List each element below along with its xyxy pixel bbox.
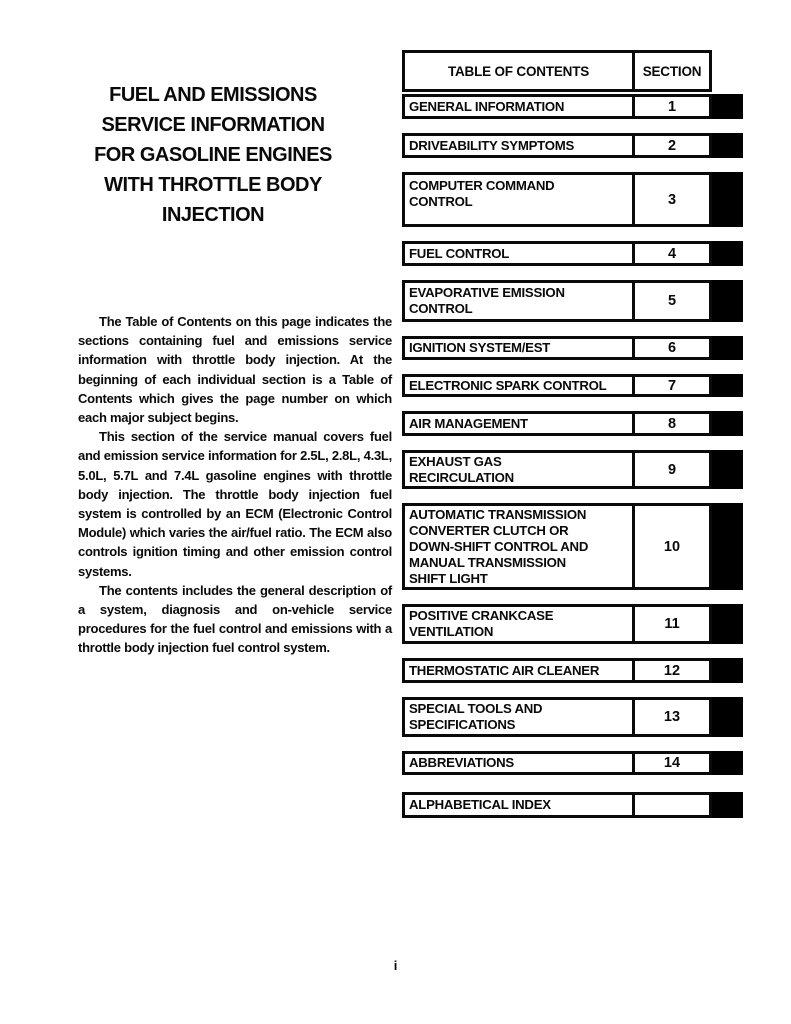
toc-row-section-number: 7 bbox=[667, 377, 677, 394]
toc-row-section-number: 9 bbox=[667, 461, 677, 478]
toc-row bbox=[402, 374, 743, 397]
toc-row bbox=[402, 133, 743, 158]
toc-row-box bbox=[402, 450, 712, 489]
toc-row-title bbox=[405, 754, 635, 772]
toc-row-title-line: THERMOSTATIC AIR CLEANER bbox=[409, 662, 600, 678]
toc-row-box bbox=[402, 604, 712, 644]
section-index-tab bbox=[712, 336, 743, 360]
page-title-line: SERVICE INFORMATION bbox=[101, 114, 325, 136]
toc-row-box bbox=[402, 94, 712, 119]
toc-row-title-line: ALPHABETICAL INDEX bbox=[409, 797, 551, 812]
toc-row bbox=[402, 751, 743, 775]
toc-row-section-number: 14 bbox=[663, 755, 681, 771]
section-index-tab bbox=[712, 241, 743, 266]
toc-row-section-number: 10 bbox=[663, 538, 681, 555]
toc-header-section: SECTION bbox=[642, 63, 702, 79]
toc-row-title-line: COMPUTER COMMAND bbox=[409, 178, 555, 193]
toc-row-title-line: DOWN-SHIFT CONTROL AND bbox=[409, 538, 589, 554]
section-index-tab bbox=[712, 503, 743, 590]
toc-row-title-line: CONTROL bbox=[409, 194, 473, 209]
toc-row bbox=[402, 172, 743, 227]
section-index-tab bbox=[712, 133, 743, 158]
toc-row-title bbox=[405, 136, 635, 155]
toc-row-title-line: MANUAL TRANSMISSION bbox=[409, 554, 566, 570]
toc-row-title bbox=[405, 453, 635, 486]
toc-row-title bbox=[405, 175, 635, 224]
toc-row-section-number: 6 bbox=[667, 340, 677, 356]
toc-row bbox=[402, 336, 743, 360]
toc-row-title bbox=[405, 244, 635, 263]
toc-row bbox=[402, 241, 743, 266]
toc-row bbox=[402, 503, 743, 590]
toc-row-title-line: FUEL CONTROL bbox=[409, 245, 510, 261]
toc-row-box bbox=[402, 336, 712, 360]
section-index-tab bbox=[712, 604, 743, 644]
toc-row-box bbox=[402, 411, 712, 436]
toc-row-title bbox=[405, 607, 635, 641]
section-index-tab bbox=[712, 792, 743, 818]
page-title bbox=[52, 80, 374, 230]
section-index-tab bbox=[712, 697, 743, 737]
toc-row bbox=[402, 450, 743, 489]
toc-row-section-number: 1 bbox=[667, 98, 677, 115]
intro-paragraph: This section of the service manual covers fuel and emission service information for 2.5L, 2.8L, 4.3L, 5.0L, 5.7L and 7.4L gasoline engines with throttle body injection. The throttle body injection fuel system is controlled by an ECM (Electronic Control Module) which varies the air/fuel ratio. The ECM also controls ignition timing and other emission control systems. bbox=[78, 429, 392, 579]
section-index-tab bbox=[712, 172, 743, 227]
toc-row-title-line: IGNITION SYSTEM/EST bbox=[409, 340, 551, 355]
toc-row-section-number: 11 bbox=[664, 616, 680, 632]
page-title-line: FUEL AND EMISSIONS bbox=[109, 84, 317, 106]
section-index-tab bbox=[712, 658, 743, 683]
toc-row-title-line: SHIFT LIGHT bbox=[409, 570, 488, 586]
toc-row-title bbox=[405, 700, 635, 734]
toc-row-title-line: SPECIFICATIONS bbox=[409, 717, 516, 732]
toc-row-title bbox=[405, 97, 635, 116]
toc-row-box bbox=[402, 374, 712, 397]
page-number: i bbox=[393, 958, 398, 973]
toc-row-section-number: 12 bbox=[663, 662, 681, 679]
toc-row bbox=[402, 604, 743, 644]
toc-row-section-number: 3 bbox=[667, 191, 677, 208]
section-index-tab bbox=[712, 411, 743, 436]
toc-row-box bbox=[402, 280, 712, 322]
toc-row-title-line: EVAPORATIVE EMISSION bbox=[409, 285, 565, 300]
intro-paragraph: The Table of Contents on this page indicates the sections containing fuel and emissions service information with throttle body injection. At the beginning of each individual section is a Table of Contents which gives the page number on which each major subject begins. bbox=[78, 314, 392, 426]
toc-row-title-line: GENERAL INFORMATION bbox=[409, 98, 565, 114]
intro-paragraphs bbox=[78, 312, 392, 658]
toc-row-title-line: ELECTRONIC SPARK CONTROL bbox=[409, 377, 607, 393]
toc-row-box bbox=[402, 172, 712, 227]
toc-row-section-number: 2 bbox=[667, 137, 677, 154]
toc-row-title-line: EXHAUST GAS bbox=[409, 453, 502, 469]
page-title-line: WITH THROTTLE BODY bbox=[104, 174, 322, 196]
toc-row-section-number: 13 bbox=[663, 709, 681, 725]
toc-row-box bbox=[402, 503, 712, 590]
toc-row-title bbox=[405, 377, 635, 394]
toc-row bbox=[402, 792, 743, 818]
toc-row-section-number: 8 bbox=[667, 415, 677, 432]
toc-row-title-line: CONVERTER CLUTCH OR bbox=[409, 522, 569, 538]
toc-row-box bbox=[402, 792, 712, 818]
toc-row bbox=[402, 280, 743, 322]
toc-row-title-line: AUTOMATIC TRANSMISSION bbox=[409, 506, 587, 522]
toc-row bbox=[402, 94, 743, 119]
toc-header-contents: TABLE OF CONTENTS bbox=[405, 53, 635, 89]
section-index-tab bbox=[712, 374, 743, 397]
toc-row-title-line: SPECIAL TOOLS AND bbox=[409, 701, 543, 716]
toc-row bbox=[402, 411, 743, 436]
section-index-tab bbox=[712, 751, 743, 775]
toc-row-title-line: CONTROL bbox=[409, 301, 473, 316]
toc-row-section-number: 4 bbox=[667, 245, 677, 262]
toc-row-title-line: RECIRCULATION bbox=[409, 469, 514, 485]
toc-row-title bbox=[405, 283, 635, 319]
toc-row-title bbox=[405, 339, 635, 357]
toc-row-title-line: AIR MANAGEMENT bbox=[409, 415, 528, 431]
toc-row-title bbox=[405, 506, 635, 587]
page-title-line: INJECTION bbox=[161, 204, 265, 226]
section-index-tab bbox=[712, 450, 743, 489]
toc-rows bbox=[402, 94, 743, 818]
toc-row-section-number bbox=[635, 795, 709, 815]
toc-row-box bbox=[402, 697, 712, 737]
toc-row-title-line: VENTILATION bbox=[409, 624, 494, 639]
toc-row-box bbox=[402, 658, 712, 683]
toc-row-box bbox=[402, 133, 712, 158]
toc-row-title bbox=[405, 661, 635, 680]
toc-row-title bbox=[405, 795, 635, 815]
toc-row-title bbox=[405, 414, 635, 433]
section-index-tab bbox=[712, 94, 743, 119]
toc-row-title-line: ABBREVIATIONS bbox=[409, 755, 514, 770]
toc-row-section-number: 5 bbox=[667, 293, 677, 309]
toc-table bbox=[402, 50, 743, 818]
toc-row-box bbox=[402, 751, 712, 775]
toc-row bbox=[402, 658, 743, 683]
toc-header-row bbox=[402, 50, 712, 92]
intro-paragraph: The contents includes the general description of a system, diagnosis and on-vehicle service procedures for the fuel control and emissions with a throttle body injection fuel control system. bbox=[78, 582, 392, 656]
toc-row bbox=[402, 697, 743, 737]
page-title-line: FOR GASOLINE ENGINES bbox=[94, 144, 332, 166]
toc-row-title-line: DRIVEABILITY SYMPTOMS bbox=[409, 137, 574, 153]
toc-row-box bbox=[402, 241, 712, 266]
toc-row-title-line: POSITIVE CRANKCASE bbox=[409, 608, 554, 623]
section-index-tab bbox=[712, 280, 743, 322]
